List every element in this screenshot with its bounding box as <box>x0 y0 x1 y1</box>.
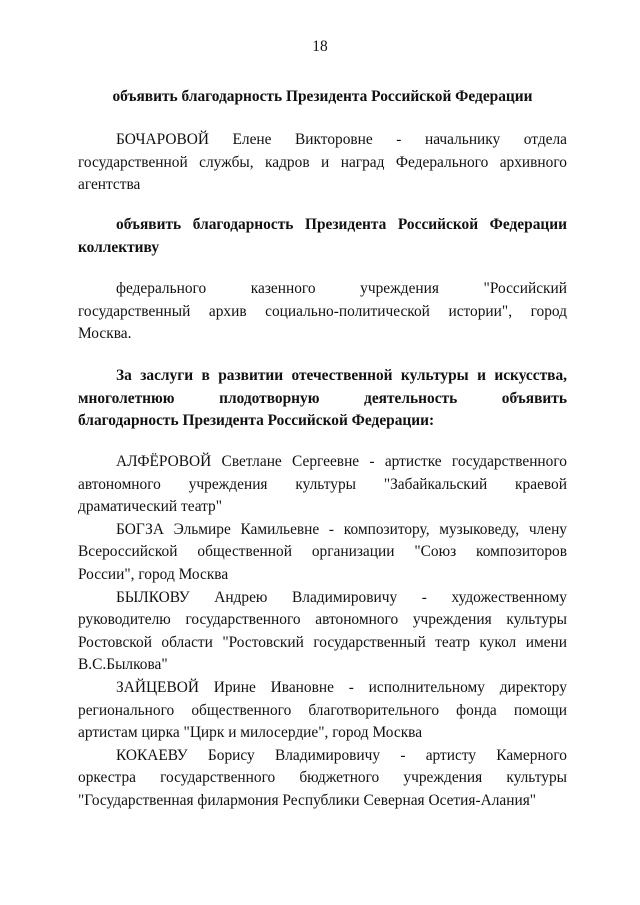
award-item-kokaev <box>78 745 567 813</box>
award-item-bogza <box>78 519 567 587</box>
heading-thanks-collective <box>78 214 567 259</box>
heading-line: объявить благодарность Президента Российской Федерации <box>112 88 533 105</box>
heading-line: благодарность Президента Российской Федерации: <box>78 412 435 430</box>
heading-line: объявить благодарность Президента Российской Федерации <box>116 216 567 233</box>
award-line: руководителю государственного автономного учреждения культуры <box>78 611 567 629</box>
award-item-zaytseva <box>78 677 567 745</box>
award-line: Всероссийской общественной организации "Союз композиторов <box>78 543 567 561</box>
heading-line: коллективу <box>78 238 160 256</box>
heading-line: многолетнюю плодотворную деятельность объявить <box>78 389 567 407</box>
award-bocharova <box>78 129 567 197</box>
award-line: В.С.Былкова" <box>78 656 168 674</box>
paragraph-line: федерального казенного учреждения "Российский <box>116 280 567 297</box>
award-line: АЛФЁРОВОЙ Светлане Сергеевне - артистке государственного <box>116 453 567 470</box>
award-line: оркестра государственного бюджетного учреждения культуры <box>78 769 567 787</box>
heading-culture-merits <box>78 365 567 433</box>
award-line: КОКАЕВУ Борису Владимировичу - артисту Камерного <box>116 746 567 764</box>
award-archive <box>78 278 567 346</box>
award-line: регионального общественного благотворительного фонда помощи <box>78 701 567 719</box>
award-line: "Государственная филармония Республики Северная Осетия-Алания" <box>78 791 537 809</box>
paragraph-line: агентства <box>78 176 141 194</box>
paragraph-line: БОЧАРОВОЙ Елене Викторовне - начальнику отдела <box>116 131 567 148</box>
award-line: автономного учреждения культуры "Забайкальский краевой <box>78 475 567 493</box>
award-line: драматический театр" <box>78 498 223 516</box>
paragraph-line: государственной службы, кадров и наград Федерального архивного <box>78 153 567 171</box>
awards-list <box>78 451 567 813</box>
award-line: ЗАЙЦЕВОЙ Ирине Ивановне - исполнительному директору <box>116 678 567 696</box>
award-item-bylkov <box>78 587 567 677</box>
paragraph-line: государственный архив социально-политической истории", город <box>78 302 567 320</box>
award-item-alferova <box>78 451 567 519</box>
award-line: Ростовской области "Ростовский государственный театр кукол имени <box>78 633 567 651</box>
award-line: России", город Москва <box>78 565 229 583</box>
heading-thanks-president <box>78 86 567 109</box>
paragraph-line: Москва. <box>78 325 132 343</box>
award-line: БОГЗА Эльмире Камильевне - композитору, музыковеду, члену <box>116 520 567 538</box>
page-number: 18 <box>312 38 328 55</box>
award-line: БЫЛКОВУ Андрею Владимировичу - художественному <box>116 588 567 606</box>
award-line: артистам цирка "Цирк и милосердие", город Москва <box>78 724 423 742</box>
heading-line: За заслуги в развитии отечественной культуры и искусства, <box>116 367 567 384</box>
